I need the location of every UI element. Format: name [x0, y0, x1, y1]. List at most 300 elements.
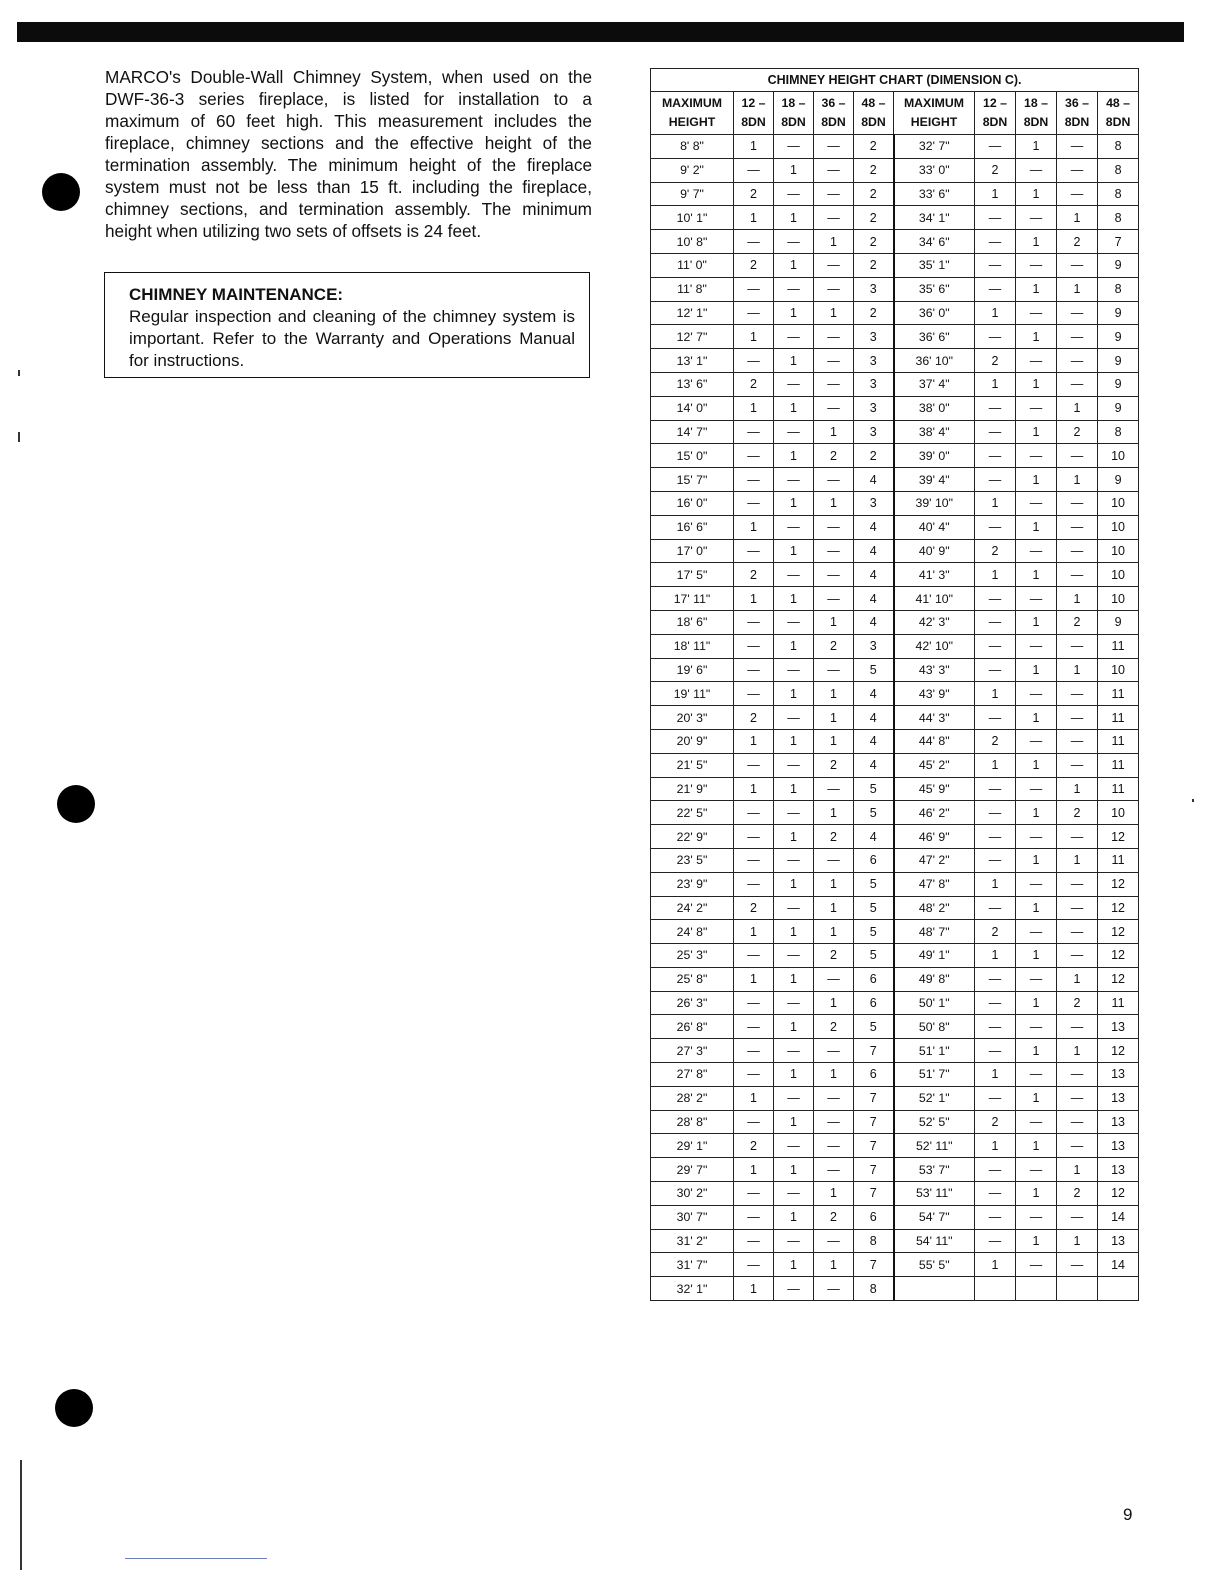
table-row [651, 325, 1139, 349]
count-cell: — [774, 372, 814, 396]
count-cell: 2 [734, 1134, 774, 1158]
table-row [651, 539, 1139, 563]
height-cell: 40' 9" [894, 539, 975, 563]
height-cell: 38' 4" [894, 420, 975, 444]
count-cell: — [1016, 206, 1057, 230]
count-cell: — [734, 1063, 774, 1087]
count-cell: 1 [1057, 1229, 1098, 1253]
count-cell: 8 [1098, 277, 1139, 301]
count-cell: 5 [854, 920, 894, 944]
table-row [651, 706, 1139, 730]
page-number: 9 [1123, 1505, 1133, 1524]
height-cell: 43' 3" [894, 658, 975, 682]
table-row [651, 682, 1139, 706]
count-cell: 1 [975, 944, 1016, 968]
height-cell: 49' 1" [894, 944, 975, 968]
height-cell: 41' 3" [894, 563, 975, 587]
count-cell: 10 [1098, 563, 1139, 587]
count-cell: 6 [854, 967, 894, 991]
count-cell: — [734, 753, 774, 777]
count-cell: 4 [854, 539, 894, 563]
count-cell: — [975, 230, 1016, 254]
count-cell: — [814, 135, 854, 159]
count-cell: 12 [1098, 920, 1139, 944]
height-cell: 46' 9" [894, 825, 975, 849]
table-row [651, 1134, 1139, 1158]
height-cell [894, 1277, 975, 1301]
count-cell: 1 [774, 1063, 814, 1087]
count-cell: — [814, 396, 854, 420]
count-cell: 5 [854, 896, 894, 920]
table-row [651, 967, 1139, 991]
table-row [651, 182, 1139, 206]
count-cell: — [1057, 182, 1098, 206]
count-cell: 1 [734, 967, 774, 991]
count-cell: 10 [1098, 539, 1139, 563]
count-cell: 3 [854, 277, 894, 301]
count-cell: 1 [1016, 991, 1057, 1015]
height-cell: 40' 4" [894, 515, 975, 539]
table-row [651, 729, 1139, 753]
count-cell: 1 [814, 230, 854, 254]
count-cell: — [1016, 1063, 1057, 1087]
count-cell: 1 [975, 1253, 1016, 1277]
height-cell: 51' 7" [894, 1063, 975, 1087]
count-cell: 4 [854, 682, 894, 706]
count-cell: 13 [1098, 1063, 1139, 1087]
count-cell: 1 [1016, 753, 1057, 777]
count-cell: 1 [734, 515, 774, 539]
count-cell: — [975, 396, 1016, 420]
table-row [651, 349, 1139, 373]
count-cell: — [814, 1086, 854, 1110]
table-row [651, 801, 1139, 825]
count-cell: — [734, 872, 774, 896]
height-cell: 48' 2" [894, 896, 975, 920]
count-cell: 1 [814, 610, 854, 634]
column-header: 12 – 8DN [975, 92, 1016, 135]
height-cell: 36' 10" [894, 349, 975, 373]
count-cell: 2 [1057, 1182, 1098, 1206]
table-row [651, 1277, 1139, 1301]
count-cell: — [734, 658, 774, 682]
count-cell: 4 [854, 610, 894, 634]
count-cell: 1 [1016, 372, 1057, 396]
count-cell: 8 [1098, 206, 1139, 230]
count-cell: 1 [1016, 230, 1057, 254]
count-cell: — [975, 420, 1016, 444]
count-cell: — [814, 253, 854, 277]
height-cell: 45' 9" [894, 777, 975, 801]
count-cell: — [774, 991, 814, 1015]
count-cell: 9 [1098, 253, 1139, 277]
count-cell: — [734, 301, 774, 325]
count-cell: 1 [1016, 515, 1057, 539]
count-cell: 1 [1016, 468, 1057, 492]
count-cell: — [975, 1086, 1016, 1110]
count-cell: — [975, 325, 1016, 349]
count-cell: — [1057, 872, 1098, 896]
table-row [651, 444, 1139, 468]
count-cell: 12 [1098, 825, 1139, 849]
height-cell: 20' 3" [651, 706, 734, 730]
column-header: 12 – 8DN [734, 92, 774, 135]
height-cell: 38' 0" [894, 396, 975, 420]
count-cell: — [975, 468, 1016, 492]
count-cell: — [814, 182, 854, 206]
count-cell: 1 [975, 372, 1016, 396]
height-cell: 32' 7" [894, 135, 975, 159]
height-cell: 53' 11" [894, 1182, 975, 1206]
count-cell: — [975, 896, 1016, 920]
count-cell: — [774, 420, 814, 444]
count-cell: 11 [1098, 729, 1139, 753]
count-cell: — [1016, 1205, 1057, 1229]
count-cell: 6 [854, 1205, 894, 1229]
count-cell: 2 [734, 563, 774, 587]
height-cell: 24' 2" [651, 896, 734, 920]
count-cell: 2 [975, 158, 1016, 182]
table-row [651, 1110, 1139, 1134]
height-cell: 18' 6" [651, 610, 734, 634]
count-cell: 1 [1057, 967, 1098, 991]
count-cell: — [975, 1015, 1016, 1039]
count-cell: — [814, 349, 854, 373]
count-cell: 13 [1098, 1229, 1139, 1253]
count-cell: 2 [854, 253, 894, 277]
count-cell: 2 [814, 1205, 854, 1229]
count-cell [1098, 1277, 1139, 1301]
count-cell: 1 [774, 206, 814, 230]
count-cell: 1 [975, 872, 1016, 896]
count-cell: 1 [734, 729, 774, 753]
count-cell: 2 [814, 444, 854, 468]
column-header: MAXIMUM HEIGHT [651, 92, 734, 135]
count-cell: — [774, 848, 814, 872]
count-cell: — [1016, 1110, 1057, 1134]
count-cell: 1 [1016, 277, 1057, 301]
table-row [651, 753, 1139, 777]
height-cell: 42' 3" [894, 610, 975, 634]
height-cell: 39' 4" [894, 468, 975, 492]
count-cell: — [1057, 682, 1098, 706]
count-cell: — [734, 468, 774, 492]
table-row [651, 277, 1139, 301]
count-cell: 1 [1057, 206, 1098, 230]
scan-mark [18, 370, 20, 376]
count-cell: 2 [854, 206, 894, 230]
height-cell: 9' 2" [651, 158, 734, 182]
count-cell: 1 [774, 349, 814, 373]
count-cell [975, 1277, 1016, 1301]
table-row [651, 848, 1139, 872]
count-cell: 1 [774, 1158, 814, 1182]
height-cell: 34' 6" [894, 230, 975, 254]
height-cell: 30' 7" [651, 1205, 734, 1229]
count-cell: — [1057, 135, 1098, 159]
count-cell: — [734, 444, 774, 468]
count-cell: 1 [975, 1063, 1016, 1087]
header-bar [17, 22, 1184, 42]
height-cell: 33' 6" [894, 182, 975, 206]
count-cell: — [975, 706, 1016, 730]
count-cell: — [814, 1229, 854, 1253]
height-cell: 43' 9" [894, 682, 975, 706]
count-cell: 1 [1057, 848, 1098, 872]
count-cell: 12 [1098, 896, 1139, 920]
table-row [651, 468, 1139, 492]
count-cell: 10 [1098, 658, 1139, 682]
table-row [651, 587, 1139, 611]
count-cell: 2 [814, 753, 854, 777]
count-cell: 7 [854, 1134, 894, 1158]
height-cell: 49' 8" [894, 967, 975, 991]
height-cell: 11' 0" [651, 253, 734, 277]
height-cell: 47' 2" [894, 848, 975, 872]
count-cell: 2 [1057, 801, 1098, 825]
count-cell: 12 [1098, 967, 1139, 991]
count-cell: 9 [1098, 468, 1139, 492]
height-cell: 34' 1" [894, 206, 975, 230]
count-cell: — [1016, 301, 1057, 325]
count-cell: — [1057, 634, 1098, 658]
table-row [651, 991, 1139, 1015]
count-cell: — [814, 658, 854, 682]
column-header: 48 – 8DN [1098, 92, 1139, 135]
count-cell: 1 [814, 706, 854, 730]
count-cell: 11 [1098, 991, 1139, 1015]
count-cell: 11 [1098, 777, 1139, 801]
count-cell: — [1057, 301, 1098, 325]
count-cell: — [1057, 563, 1098, 587]
count-cell: — [1057, 325, 1098, 349]
height-cell: 44' 8" [894, 729, 975, 753]
count-cell: 13 [1098, 1015, 1139, 1039]
count-cell: 1 [814, 801, 854, 825]
count-cell: 4 [854, 753, 894, 777]
count-cell: — [774, 1182, 814, 1206]
count-cell: 5 [854, 944, 894, 968]
count-cell: 3 [854, 372, 894, 396]
height-cell: 15' 0" [651, 444, 734, 468]
count-cell: — [774, 515, 814, 539]
count-cell: — [774, 563, 814, 587]
count-cell: — [734, 610, 774, 634]
count-cell: 1 [774, 1253, 814, 1277]
count-cell: — [1057, 1134, 1098, 1158]
table-row [651, 777, 1139, 801]
height-cell: 19' 11" [651, 682, 734, 706]
count-cell: 12 [1098, 1182, 1139, 1206]
count-cell: — [975, 658, 1016, 682]
height-cell: 16' 6" [651, 515, 734, 539]
table-row [651, 1182, 1139, 1206]
table-row [651, 1063, 1139, 1087]
count-cell: — [975, 515, 1016, 539]
count-cell: — [774, 1134, 814, 1158]
count-cell: — [774, 1086, 814, 1110]
count-cell: — [814, 158, 854, 182]
count-cell: 7 [854, 1182, 894, 1206]
table-row [651, 301, 1139, 325]
count-cell: — [975, 825, 1016, 849]
count-cell: — [814, 1134, 854, 1158]
table-row [651, 634, 1139, 658]
count-cell: — [774, 182, 814, 206]
count-cell: — [1057, 539, 1098, 563]
count-cell: — [814, 1039, 854, 1063]
count-cell: — [814, 563, 854, 587]
count-cell: 1 [814, 872, 854, 896]
count-cell: — [734, 1039, 774, 1063]
count-cell: — [975, 1229, 1016, 1253]
count-cell: — [814, 1110, 854, 1134]
height-cell: 25' 3" [651, 944, 734, 968]
column-header: MAXIMUM HEIGHT [894, 92, 975, 135]
count-cell: 2 [854, 182, 894, 206]
height-cell: 46' 2" [894, 801, 975, 825]
count-cell: 1 [1057, 1039, 1098, 1063]
count-cell: — [1057, 1015, 1098, 1039]
count-cell: 1 [1057, 468, 1098, 492]
count-cell: — [734, 1182, 774, 1206]
count-cell: 10 [1098, 587, 1139, 611]
count-cell: — [975, 634, 1016, 658]
count-cell: — [774, 753, 814, 777]
count-cell: — [1016, 349, 1057, 373]
height-cell: 32' 1" [651, 1277, 734, 1301]
count-cell: 1 [1016, 944, 1057, 968]
count-cell: 8 [1098, 420, 1139, 444]
height-cell: 31' 7" [651, 1253, 734, 1277]
count-cell: 1 [774, 301, 814, 325]
count-cell: 2 [854, 444, 894, 468]
count-cell: — [814, 277, 854, 301]
count-cell: 2 [975, 539, 1016, 563]
count-cell: 8 [1098, 182, 1139, 206]
count-cell: — [814, 1277, 854, 1301]
count-cell: — [734, 682, 774, 706]
maintenance-title: CHIMNEY MAINTENANCE: [129, 285, 344, 304]
count-cell: 1 [1057, 1158, 1098, 1182]
table-row [651, 1039, 1139, 1063]
height-cell: 13' 6" [651, 372, 734, 396]
table-row [651, 610, 1139, 634]
height-cell: 45' 2" [894, 753, 975, 777]
count-cell: 1 [1016, 1134, 1057, 1158]
count-cell: 1 [814, 1063, 854, 1087]
count-cell: — [1016, 1015, 1057, 1039]
count-cell: — [814, 1158, 854, 1182]
count-cell: — [774, 1229, 814, 1253]
count-cell: 1 [734, 325, 774, 349]
count-cell: 1 [1016, 1039, 1057, 1063]
count-cell: — [1016, 634, 1057, 658]
scan-mark [125, 1558, 267, 1559]
count-cell: — [734, 277, 774, 301]
count-cell: — [1057, 944, 1098, 968]
intro-paragraph: MARCO's Double-Wall Chimney System, when used on the DWF-36-3 series fireplace, is listed for installation to a maximum of 60 feet high. This measurement includes the fireplace, chimney sections and the effective height of the termination assembly. The minimum height of the fireplace system must not be less than 15 ft. including the fireplace, chimney sections, and termination assembly. The minimum height when utilizing two sets of offsets is 24 feet. [105, 67, 592, 241]
height-cell: 35' 1" [894, 253, 975, 277]
count-cell: 1 [774, 1015, 814, 1039]
count-cell: — [975, 610, 1016, 634]
height-cell: 10' 1" [651, 206, 734, 230]
count-cell: 1 [734, 587, 774, 611]
count-cell: — [1057, 444, 1098, 468]
count-cell: 2 [854, 158, 894, 182]
count-cell: — [975, 967, 1016, 991]
count-cell: 1 [1016, 706, 1057, 730]
count-cell: 2 [734, 253, 774, 277]
count-cell: 1 [1057, 777, 1098, 801]
count-cell: 1 [814, 420, 854, 444]
count-cell: — [734, 420, 774, 444]
count-cell: 1 [975, 301, 1016, 325]
count-cell: 6 [854, 991, 894, 1015]
count-cell: 2 [814, 634, 854, 658]
count-cell: 9 [1098, 610, 1139, 634]
height-cell: 27' 3" [651, 1039, 734, 1063]
count-cell: — [1016, 729, 1057, 753]
count-cell: 4 [854, 587, 894, 611]
height-cell: 33' 0" [894, 158, 975, 182]
count-cell: 2 [975, 1110, 1016, 1134]
count-cell: 2 [814, 1015, 854, 1039]
column-header: 18 – 8DN [1016, 92, 1057, 135]
height-cell: 29' 7" [651, 1158, 734, 1182]
height-cell: 17' 11" [651, 587, 734, 611]
count-cell: 1 [734, 1086, 774, 1110]
table-row [651, 563, 1139, 587]
count-cell: 3 [854, 325, 894, 349]
count-cell: 4 [854, 468, 894, 492]
count-cell: 1 [774, 920, 814, 944]
binder-hole [42, 173, 80, 211]
maintenance-box [104, 272, 590, 378]
count-cell: — [734, 349, 774, 373]
height-cell: 15' 7" [651, 468, 734, 492]
count-cell: 3 [854, 396, 894, 420]
count-cell: — [734, 848, 774, 872]
count-cell: 10 [1098, 444, 1139, 468]
height-cell: 18' 11" [651, 634, 734, 658]
count-cell: 1 [734, 206, 774, 230]
count-cell: — [774, 468, 814, 492]
count-cell: — [1016, 872, 1057, 896]
height-cell: 22' 5" [651, 801, 734, 825]
count-cell: 6 [854, 1063, 894, 1087]
count-cell: 1 [774, 729, 814, 753]
table-row [651, 1015, 1139, 1039]
height-cell: 48' 7" [894, 920, 975, 944]
column-header: 48 – 8DN [854, 92, 894, 135]
count-cell: 4 [854, 515, 894, 539]
table-row [651, 1253, 1139, 1277]
height-cell: 20' 9" [651, 729, 734, 753]
height-cell: 16' 0" [651, 491, 734, 515]
count-cell: 12 [1098, 872, 1139, 896]
count-cell: 5 [854, 801, 894, 825]
count-cell: 1 [1057, 396, 1098, 420]
count-cell: 6 [854, 848, 894, 872]
count-cell: — [814, 848, 854, 872]
height-cell: 23' 9" [651, 872, 734, 896]
count-cell: — [975, 991, 1016, 1015]
scan-mark [1192, 799, 1194, 802]
count-cell: — [1016, 158, 1057, 182]
count-cell: — [1057, 253, 1098, 277]
height-cell: 30' 2" [651, 1182, 734, 1206]
